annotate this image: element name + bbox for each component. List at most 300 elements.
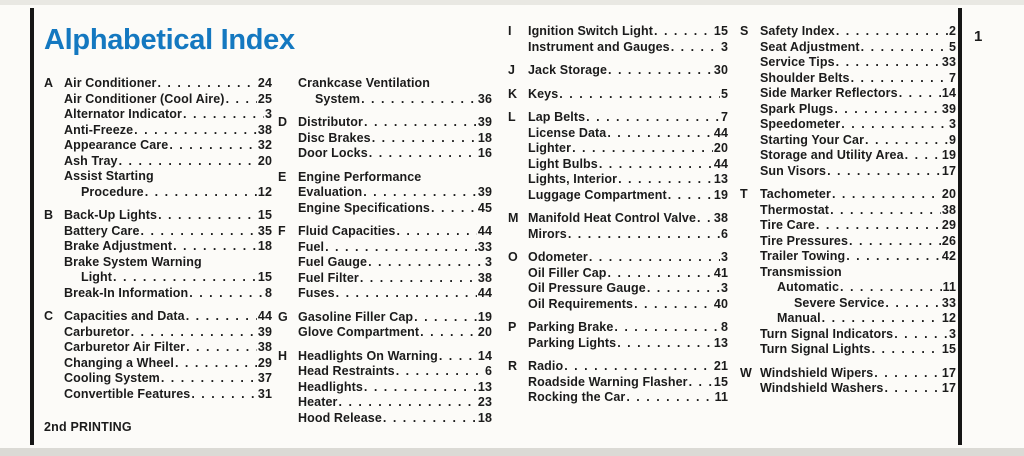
dot-leader (697, 211, 713, 227)
index-entry (278, 286, 492, 302)
entry-label: Assist Starting (64, 169, 154, 183)
entry-label: Service Tips (760, 55, 835, 69)
dot-leader (157, 76, 256, 92)
entry-label: Spark Plugs (760, 101, 834, 116)
entry-body (64, 76, 272, 92)
entry-page-number: 19 (941, 148, 956, 162)
index-entry (740, 249, 956, 265)
entry-label: Air Conditioner (Cool Aire) (64, 91, 225, 106)
entry-page-number: 12 (257, 184, 272, 199)
index-entry (44, 224, 272, 240)
entry-label: Speedometer (760, 117, 841, 131)
index-entry (278, 146, 492, 162)
dot-leader (836, 55, 941, 71)
dot-leader (872, 342, 941, 358)
dot-leader (836, 24, 948, 40)
index-entry (508, 40, 728, 56)
index-entry (740, 366, 956, 382)
entry-label: Convertible Features (64, 386, 191, 401)
entry-body (64, 371, 272, 387)
entry-body (528, 188, 728, 204)
index-entry (278, 271, 492, 287)
dot-leader (364, 115, 477, 131)
index-entry (508, 336, 728, 352)
entry-page-number: 3 (484, 255, 492, 269)
dot-leader (654, 24, 713, 40)
entry-label: Tachometer (760, 187, 831, 201)
section-letter: S (740, 24, 749, 38)
entry-page-number: 17 (941, 381, 956, 395)
entry-page-number: 38 (941, 202, 956, 217)
entry-label: Hood Release (298, 410, 382, 425)
entry-page-number: 33 (941, 55, 956, 69)
entry-label: Ash Tray (64, 153, 118, 168)
entry-label: Windshield Washers (760, 381, 884, 395)
index-entry (44, 185, 272, 201)
dot-leader (586, 110, 720, 126)
index-section (508, 87, 728, 103)
index-section (278, 349, 492, 427)
entry-page-number: 8 (720, 320, 728, 334)
index-entry (278, 310, 492, 326)
dot-leader (173, 239, 257, 255)
dot-leader (832, 187, 941, 203)
entry-body (64, 107, 272, 123)
entry-page-number: 23 (477, 395, 492, 409)
dot-leader (175, 356, 257, 372)
entry-body (64, 185, 272, 201)
entry-page-number: 39 (257, 324, 272, 339)
section-letter: G (278, 309, 288, 324)
dot-leader (626, 390, 713, 406)
index-entry (44, 208, 272, 224)
entry-label: Roadside Warning Flasher (528, 374, 688, 389)
entry-body (528, 40, 728, 56)
dot-leader (186, 340, 257, 356)
entry-label: Engine Specifications (298, 200, 430, 215)
entry-label: Light (81, 270, 113, 284)
entry-body (528, 24, 728, 40)
entry-body (528, 63, 728, 79)
entry-label: Parking Brake (528, 320, 614, 334)
entry-page-number: 38 (713, 211, 728, 225)
index-column (508, 24, 728, 414)
entry-label: Transmission (760, 264, 842, 279)
entry-body (528, 281, 728, 297)
entry-body (760, 296, 956, 312)
entry-page-number: 41 (713, 265, 728, 280)
dot-leader (614, 320, 720, 336)
index-entry (740, 203, 956, 219)
index-entry (278, 115, 492, 131)
dot-leader (141, 224, 257, 240)
entry-body (760, 265, 956, 281)
section-letter: K (508, 86, 518, 101)
entry-body (528, 320, 728, 336)
entry-body (760, 234, 956, 250)
dot-leader (851, 71, 948, 87)
entry-page-number: 6 (720, 226, 728, 241)
entry-label: Tire Care (760, 218, 815, 232)
entry-page-number: 3 (720, 250, 728, 264)
entry-label: Door Locks (298, 146, 368, 160)
index-entry (740, 102, 956, 118)
dot-leader (383, 411, 477, 427)
entry-label: Ignition Switch Light (528, 24, 653, 38)
entry-body (64, 286, 272, 302)
entry-page-number: 29 (257, 355, 272, 370)
entry-body (298, 201, 492, 217)
index-entry (44, 76, 272, 92)
entry-label: Head Restraints (298, 364, 395, 378)
entry-label: Headlights (298, 379, 363, 394)
dot-leader (647, 281, 720, 297)
entry-body (760, 86, 956, 102)
dot-leader (827, 164, 941, 180)
page-title: Alphabetical Index (44, 24, 295, 56)
dot-leader (849, 234, 941, 250)
entry-label: Luggage Compartment (528, 187, 667, 202)
entry-page-number: 20 (941, 187, 956, 201)
entry-label: Automatic (777, 280, 840, 294)
entry-page-number: 11 (714, 390, 728, 404)
index-entry (508, 320, 728, 336)
section-letter: D (278, 115, 288, 129)
entry-label: Manual (777, 311, 821, 325)
entry-page-number: 3 (264, 107, 272, 121)
entry-page-number: 15 (941, 342, 956, 356)
entry-page-number: 25 (257, 91, 272, 106)
entry-label: Turn Signal Lights (760, 342, 871, 356)
index-entry (508, 157, 728, 173)
entry-page-number: 16 (477, 146, 492, 160)
entry-page-number: 44 (477, 224, 492, 238)
index-section (44, 208, 272, 301)
index-entry (278, 380, 492, 396)
entry-body (64, 340, 272, 356)
index-entry (278, 201, 492, 217)
dot-leader (325, 240, 477, 256)
index-entry (44, 309, 272, 325)
right-border-rule (958, 8, 962, 445)
entry-body (528, 110, 728, 126)
entry-label: System (315, 91, 361, 106)
entry-body (528, 211, 728, 227)
index-entry (740, 296, 956, 312)
entry-body (298, 364, 492, 380)
entry-page-number: 38 (477, 270, 492, 285)
index-entry (278, 325, 492, 341)
entry-page-number: 21 (713, 359, 728, 373)
entry-page-number: 14 (941, 86, 956, 100)
index-entry (740, 24, 956, 40)
entry-page-number: 8 (264, 285, 272, 300)
page-number: 1 (974, 28, 983, 45)
entry-page-number: 38 (257, 340, 272, 354)
dot-leader (671, 40, 720, 56)
entry-page-number: 30 (713, 63, 728, 77)
index-entry (278, 411, 492, 427)
entry-body (528, 359, 728, 375)
section-letter: I (508, 24, 512, 38)
entry-body (64, 169, 272, 185)
entry-label: Safety Index (760, 24, 835, 38)
section-letter: H (278, 348, 288, 363)
dot-leader (617, 336, 713, 352)
dot-leader (439, 349, 477, 365)
entry-body (760, 55, 956, 71)
index-entry (44, 123, 272, 139)
index-entry (44, 107, 272, 123)
entry-body (528, 297, 728, 313)
entry-page-number: 33 (477, 239, 492, 254)
entry-page-number: 3 (720, 39, 728, 54)
section-letter: F (278, 224, 286, 238)
index-entry (508, 227, 728, 243)
entry-body (64, 224, 272, 240)
dot-leader (183, 107, 264, 123)
index-entry (508, 266, 728, 282)
entry-body (760, 203, 956, 219)
index-entry (278, 240, 492, 256)
entry-body (528, 126, 728, 142)
entry-label: Manifold Heat Control Valve (528, 211, 697, 225)
index-entry (508, 63, 728, 79)
entry-body (298, 146, 492, 162)
index-entry (740, 71, 956, 87)
index-entry (740, 40, 956, 56)
dot-leader (363, 185, 477, 201)
entry-page-number: 44 (477, 286, 492, 300)
entry-body (298, 224, 492, 240)
index-section (508, 250, 728, 312)
entry-body (760, 117, 956, 133)
index-section (278, 115, 492, 162)
entry-page-number: 19 (477, 309, 492, 324)
entry-page-number: 13 (477, 379, 492, 394)
entry-page-number: 32 (257, 138, 272, 152)
dot-leader (169, 138, 257, 154)
entry-page-number: 11 (942, 280, 956, 294)
index-entry (44, 239, 272, 255)
index-entry (44, 325, 272, 341)
entry-page-number: 20 (257, 153, 272, 168)
index-entry (508, 110, 728, 126)
entry-page-number: 14 (477, 348, 492, 363)
index-entry (508, 141, 728, 157)
index-entry (44, 169, 272, 185)
entry-body (64, 138, 272, 154)
index-section (740, 366, 956, 397)
entry-label: Carburetor (64, 324, 130, 339)
dot-leader (161, 371, 257, 387)
index-entry (508, 250, 728, 266)
entry-label: Brake System Warning (64, 254, 202, 269)
index-entry (44, 270, 272, 286)
index-entry (508, 390, 728, 406)
entry-body (64, 255, 272, 271)
entry-body (760, 249, 956, 265)
entry-label: Fluid Capacities (298, 224, 396, 238)
index-entry (740, 327, 956, 343)
entry-page-number: 13 (713, 335, 728, 350)
index-section (508, 320, 728, 351)
index-section (508, 63, 728, 79)
index-entry (740, 218, 956, 234)
dot-leader (420, 325, 477, 341)
entry-page-number: 19 (713, 187, 728, 202)
index-entry (508, 188, 728, 204)
entry-body (64, 208, 272, 224)
entry-body (760, 102, 956, 118)
index-entry (44, 286, 272, 302)
index-column (278, 76, 492, 434)
entry-label: Storage and Utility Area (760, 148, 904, 162)
entry-body (528, 227, 728, 243)
index-entry (44, 371, 272, 387)
entry-body (298, 92, 492, 108)
entry-label: Oil Pressure Gauge (528, 281, 646, 295)
entry-label: Distributor (298, 115, 363, 129)
entry-label: Jack Storage (528, 63, 608, 77)
index-entry (740, 117, 956, 133)
entry-label: Seat Adjustment (760, 39, 860, 54)
dot-leader (564, 359, 713, 375)
section-letter: L (508, 110, 516, 124)
entry-body (298, 310, 492, 326)
entry-label: Oil Filler Cap (528, 265, 607, 280)
dot-leader (368, 255, 484, 271)
entry-label: Severe Service (794, 295, 885, 310)
entry-label: Capacities and Data (64, 309, 185, 323)
entry-body (760, 164, 956, 180)
dot-leader (822, 311, 941, 327)
dot-leader (186, 309, 257, 325)
entry-page-number: 18 (477, 410, 492, 425)
entry-page-number: 42 (941, 249, 956, 263)
dot-leader (830, 203, 941, 219)
entry-body (298, 131, 492, 147)
entry-body (760, 311, 956, 327)
entry-label: Disc Brakes (298, 130, 371, 145)
dot-leader (360, 271, 477, 287)
section-letter: R (508, 359, 518, 373)
entry-label: Back-Up Lights (64, 208, 158, 222)
entry-label: Evaluation (298, 185, 363, 199)
entry-page-number: 33 (941, 295, 956, 310)
dot-leader (364, 380, 477, 396)
entry-body (528, 390, 728, 406)
entry-label: Air Conditioner (64, 76, 157, 90)
index-section (740, 24, 956, 179)
dot-leader (559, 87, 720, 103)
scan-edge-top (0, 0, 1024, 5)
index-column (740, 24, 956, 405)
entry-label: Fuel Gauge (298, 255, 368, 269)
index-entry (740, 342, 956, 358)
entry-label: Oil Requirements (528, 296, 634, 311)
index-entry (278, 185, 492, 201)
entry-body (298, 380, 492, 396)
index-entry (44, 154, 272, 170)
dot-leader (885, 296, 941, 312)
index-entry (278, 395, 492, 411)
dot-leader (618, 172, 713, 188)
entry-label: Tire Pressures (760, 233, 849, 248)
entry-body (64, 123, 272, 139)
dot-leader (369, 146, 477, 162)
entry-label: Gasoline Filler Cap (298, 309, 414, 324)
entry-body (528, 141, 728, 157)
index-entry (508, 211, 728, 227)
index-section (278, 76, 492, 107)
entry-label: Carburetor Air Filter (64, 340, 186, 354)
entry-page-number: 39 (477, 185, 492, 199)
entry-body (64, 270, 272, 286)
entry-label: Parking Lights (528, 335, 617, 350)
index-entry (278, 364, 492, 380)
entry-label: Odometer (528, 250, 588, 264)
section-letter: A (44, 76, 54, 90)
entry-body (528, 266, 728, 282)
entry-body (760, 218, 956, 234)
entry-label: Crankcase Ventilation (298, 76, 431, 90)
section-letter: P (508, 320, 517, 334)
entry-page-number: 18 (477, 130, 492, 145)
index-entry (740, 55, 956, 71)
dot-leader (396, 364, 484, 380)
entry-body (760, 381, 956, 397)
entry-label: Trailer Towing (760, 249, 846, 263)
entry-page-number: 45 (477, 200, 492, 215)
index-section (44, 76, 272, 200)
entry-label: Radio (528, 359, 564, 373)
dot-leader (119, 154, 257, 170)
section-letter: T (740, 187, 748, 201)
entry-body (298, 325, 492, 341)
dot-leader (226, 92, 257, 108)
index-entry (44, 255, 272, 271)
entry-body (760, 187, 956, 203)
dot-leader (572, 141, 713, 157)
entry-page-number: 44 (257, 309, 272, 323)
entry-body (760, 280, 956, 296)
entry-body (298, 240, 492, 256)
section-letter: B (44, 208, 54, 222)
index-entry (740, 164, 956, 180)
dot-leader (414, 310, 477, 326)
entry-label: Rocking the Car (528, 390, 626, 404)
dot-leader (884, 381, 940, 397)
index-entry (44, 138, 272, 154)
entry-page-number: 12 (941, 311, 956, 325)
dot-leader (189, 286, 264, 302)
index-entry (508, 172, 728, 188)
index-entry (44, 356, 272, 372)
entry-body (760, 40, 956, 56)
entry-page-number: 17 (941, 163, 956, 178)
entry-label: Fuses (298, 286, 335, 300)
section-letter: W (740, 365, 752, 380)
entry-body (760, 327, 956, 343)
entry-page-number: 7 (720, 110, 728, 124)
index-entry (508, 126, 728, 142)
entry-page-number: 26 (941, 233, 956, 248)
entry-body (64, 325, 272, 341)
index-section (44, 309, 272, 402)
entry-body (64, 356, 272, 372)
entry-page-number: 2 (948, 24, 956, 38)
